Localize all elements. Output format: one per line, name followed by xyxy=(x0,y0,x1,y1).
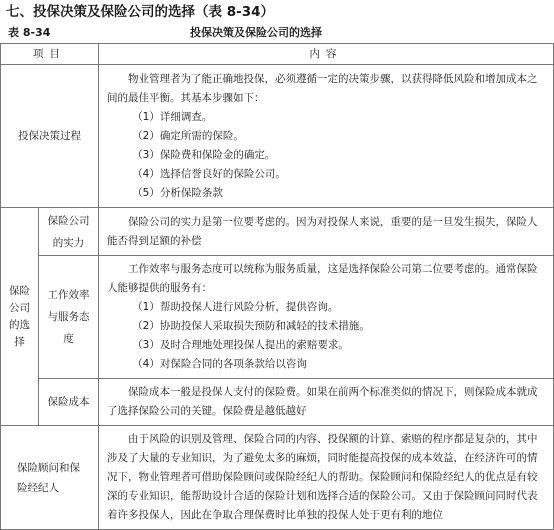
process-step-1: （1）详细调查。 xyxy=(132,110,213,123)
service-item-2: （2）协助投保人采取损失预防和减轻的技术措施。 xyxy=(132,320,370,332)
header-item: 项目 xyxy=(1,44,99,65)
consultant-label-text: 保险顾问和保险经纪人 xyxy=(16,461,80,494)
decision-table xyxy=(0,43,554,530)
table-header-row xyxy=(1,44,554,65)
row-process xyxy=(1,65,554,208)
consultant-label xyxy=(1,426,99,530)
service-item-4: （4）对保险合同的各项条款给以咨询 xyxy=(132,358,307,370)
strength-label-text: 保险公司的实力 xyxy=(47,214,90,249)
service-content xyxy=(99,256,554,379)
row-strength xyxy=(1,208,554,256)
process-step-2: （2）确定所需的保险。 xyxy=(132,129,244,142)
selection-label xyxy=(1,208,39,426)
service-label-text: 工作效率与服务态度 xyxy=(47,289,90,345)
strength-content xyxy=(99,208,554,256)
cost-text: 保险成本一般是投保人支付的保险费。如果在前两个标准类似的情况下，则保险成本就成了选择保险公司的关键。保险费是越低越好 xyxy=(107,386,538,417)
section-title: 七、投保决策及保险公司的选择（表 8-34） xyxy=(6,4,274,20)
service-item-1: （1）帮助投保人进行风险分析，提供咨询。 xyxy=(132,301,339,313)
consultant-text: 由于风险的识别及管理、保险合同的内容、投保额的计算、索赔的程序都是复杂的，其中涉及了大量的专业知识，为了避免太多的麻烦，同时能提高投保的成本效益，在经济许可的情况下，物业管理者可借助保险顾问或保险经纪人的帮助。保险顾问和保险经纪人的优点是有较深的专业知识，能帮助设计合适的保险计划和选择合适的保险公司。又由于保险顾问同时代表着许多投保人，因此在争取合理保费时比单独的投保人处于更有利的地位 xyxy=(107,433,538,521)
row-consultant xyxy=(1,426,554,530)
process-step-3: （3）保险费和保险金的确定。 xyxy=(132,148,276,161)
row-service xyxy=(1,256,554,379)
service-intro: 工作效率与服务态度可以统称为服务质量，这是选择保险公司第二位要考虑的。通常保险人能够提供的服务有： xyxy=(107,263,538,294)
cost-content xyxy=(99,379,554,426)
service-item-3: （3）及时合理地处理投保人提出的索赔要求。 xyxy=(132,339,349,351)
process-step-4: （4）选择信誉良好的保险公司。 xyxy=(132,167,286,180)
process-label: 投保决策过程 xyxy=(1,65,99,208)
selection-label-text: 保险公司的选择 xyxy=(9,284,30,348)
cost-label: 保险成本 xyxy=(39,379,99,426)
service-label xyxy=(39,256,99,379)
process-content xyxy=(99,65,554,208)
consultant-content xyxy=(99,426,554,530)
table-number: 表 8-34 xyxy=(8,26,51,39)
table-title: 投保决策及保险公司的选择 xyxy=(190,26,322,39)
header-content: 内容 xyxy=(99,44,554,65)
strength-label xyxy=(39,208,99,256)
process-intro: 物业管理者为了能正确地投保，必须遵循一定的决策步骤，以获得降低风险和增加成本之间的最佳平衡。其基本步骤如下： xyxy=(107,72,538,104)
process-step-5: （5）分析保险条款 xyxy=(132,186,223,199)
row-cost xyxy=(1,379,554,426)
strength-text: 保险公司的实力是第一位要考虑的。因为对投保人来说，重要的是一旦发生损失，保险人能否得到足额的补偿 xyxy=(107,215,538,247)
